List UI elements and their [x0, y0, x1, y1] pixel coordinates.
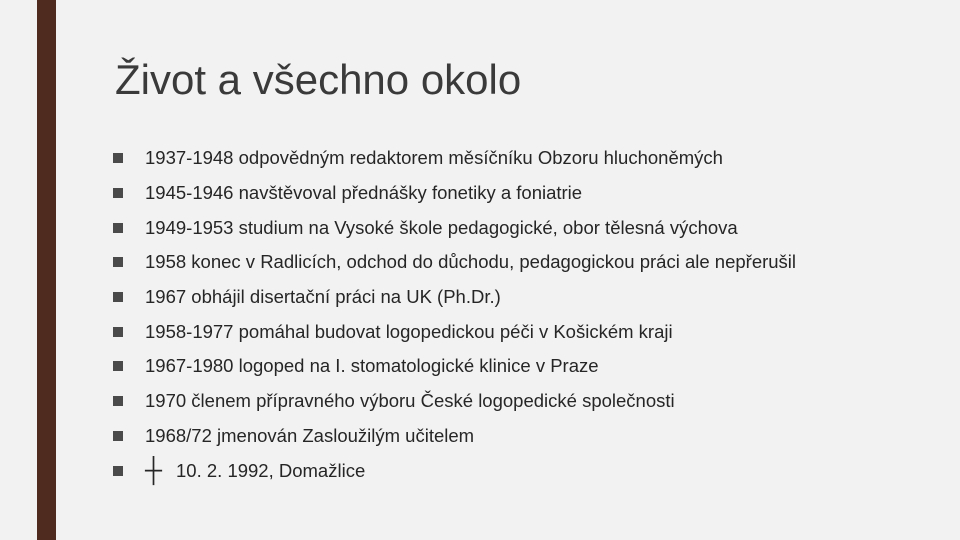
- death-cross-symbol: ┼: [145, 456, 163, 484]
- bullet-text: 1967 obhájil disertační práci na UK (Ph.Dr.): [145, 286, 501, 308]
- bullet-item: [113, 419, 796, 454]
- square-bullet-icon: [113, 223, 123, 233]
- bullet-text: 1958-1977 pomáhal budovat logopedickou péči v Košickém kraji: [145, 320, 673, 342]
- bullet-text: 1958 konec v Radlicích, odchod do důchodu, pedagogickou práci ale nepřerušil: [145, 251, 797, 273]
- bullet-list: [113, 141, 796, 488]
- square-bullet-icon: [113, 327, 123, 337]
- bullet-text: 10. 2. 1992, Domažlice: [176, 459, 366, 481]
- square-bullet-icon: [113, 292, 123, 302]
- bullet-item: [113, 453, 796, 488]
- bullet-item: [113, 384, 796, 419]
- bullet-item: [113, 314, 796, 349]
- bullet-text: 1945-1946 navštěvoval přednášky fonetiky a foniatrie: [145, 182, 583, 204]
- slide-title: Život a všechno okolo: [115, 56, 522, 103]
- bullet-item: [113, 280, 796, 315]
- bullet-text: 1968/72 jmenován Zasloužilým učitelem: [145, 424, 475, 446]
- accent-bar: [37, 0, 56, 540]
- square-bullet-icon: [113, 188, 123, 198]
- bullet-text: 1949-1953 studium na Vysoké škole pedagogické, obor tělesná výchova: [145, 216, 738, 238]
- bullet-text: 1937-1948 odpovědným redaktorem měsíčníku Obzoru hluchoněmých: [145, 147, 723, 169]
- square-bullet-icon: [113, 257, 123, 267]
- bullet-text: 1967-1980 logoped na I. stomatologické klinice v Praze: [145, 355, 599, 377]
- square-bullet-icon: [113, 431, 123, 441]
- square-bullet-icon: [113, 361, 123, 371]
- bullet-text: 1970 členem přípravného výboru České logopedické společnosti: [145, 390, 675, 412]
- bullet-item: [113, 245, 796, 280]
- bullet-item: [113, 176, 796, 211]
- bullet-item: [113, 210, 796, 245]
- square-bullet-icon: [113, 153, 123, 163]
- square-bullet-icon: [113, 396, 123, 406]
- bullet-item: [113, 349, 796, 384]
- square-bullet-icon: [113, 466, 123, 476]
- bullet-item: [113, 141, 796, 176]
